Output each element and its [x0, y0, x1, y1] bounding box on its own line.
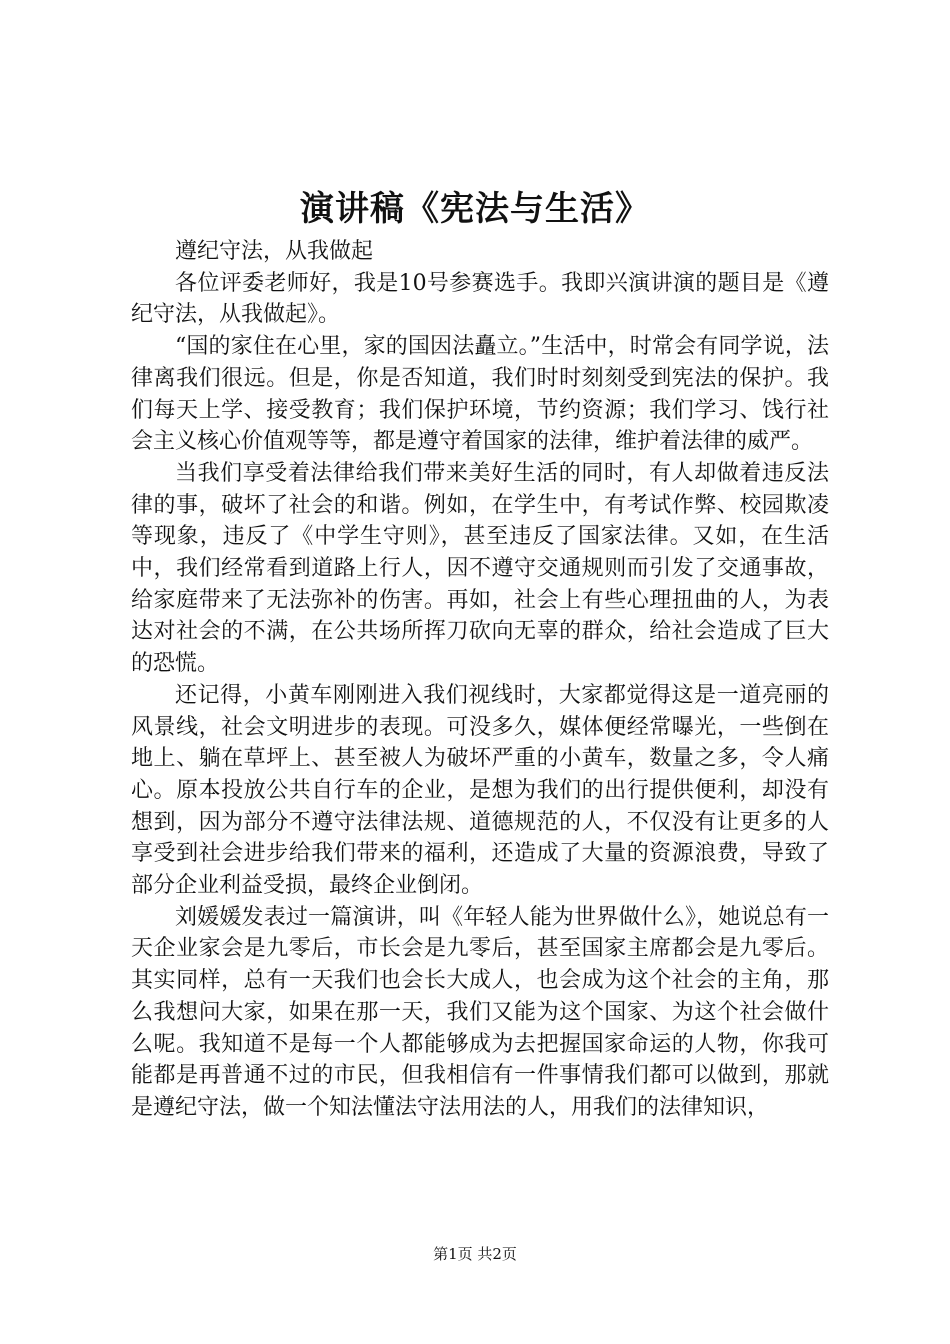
page-footer: 第1页 共2页: [433, 1245, 517, 1263]
paragraph-subtitle: 遵纪守法，从我做起: [175, 239, 374, 264]
document-title: 演讲稿《宪法与生活》: [300, 189, 650, 229]
paragraph-young-people: 刘媛媛发表过一篇演讲，叫《年轻人能为世界做什么》，她说总有一天企业家会是九零后，市长会是九零后，甚至国家主席都会是九零后。其实同样，总有一天我们也会长大成人，也会成为这个社会的主角，那么我想问大家，如果在那一天，我们又能为这个国家、为这个社会做什么呢。我知道不是每一个人都能够成为去把握国家命运的人物，你我可能都是再普通不过的市民，但我相信有一件事情我们都可以做到，那就是遵纪守法，做一个知法懂法守法用法的人，用我们的法律知识，: [131, 904, 829, 1120]
document-body: [131, 236, 829, 1124]
paragraph-greeting: 各位评委老师好，我是10号参赛选手。我即兴演讲演的题目是《遵纪守法，从我做起》。: [131, 270, 829, 328]
paragraph-law-protection: “国的家住在心里，家的国因法矗立。”生活中，时常会有同学说，法律离我们很远。但是，你是否知道，我们时时刻刻受到宪法的保护。我们每天上学、接受教育；我们保护环境，节约资源；我们学习、饯行社会主义核心价值观等等，都是遵守着国家的法律，维护着法律的威严。: [131, 334, 829, 455]
paragraph-violations: 当我们享受着法律给我们带来美好生活的同时，有人却做着违反法律的事，破坏了社会的和谐。例如，在学生中，有考试作弊、校园欺凌等现象，违反了《中学生守则》，甚至违反了国家法律。又如，在生活中，我们经常看到道路上行人，因不遵守交通规则而引发了交通事故，给家庭带来了无法弥补的伤害。再如，社会上有些心理扭曲的人，为表达对社会的不满，在公共场所挥刀砍向无辜的群众，给社会造成了巨大的恐慌。: [131, 460, 829, 677]
paragraph-bike-sharing: 还记得，小黄车刚刚进入我们视线时，大家都觉得这是一道亮丽的风景线，社会文明进步的表现。可没多久，媒体便经常曝光，一些倒在地上、躺在草坪上、甚至被人为破坏严重的小黄车，数量之多，令人痛心。原本投放公共自行车的企业，是想为我们的出行提供便利，却没有想到，因为部分不遵守法律法规、道德规范的人，不仅没有让更多的人享受到社会进步给我们带来的福利，还造成了大量的资源浪费，导致了部分企业利益受损，最终企业倒闭。: [131, 682, 829, 899]
